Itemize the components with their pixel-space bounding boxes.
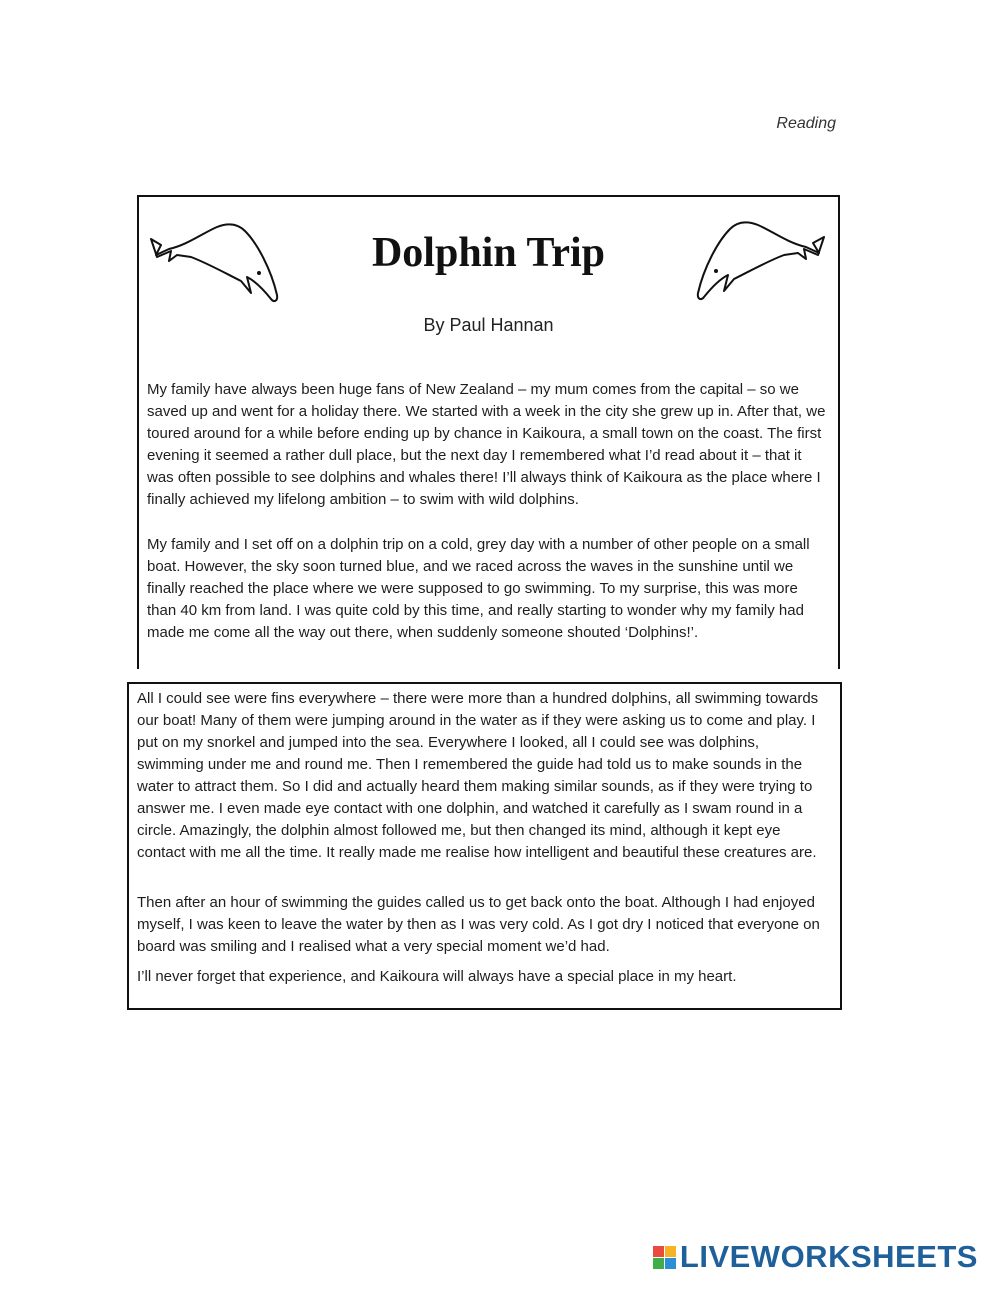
article-title: Dolphin Trip	[371, 230, 606, 276]
article-box-bottom	[127, 682, 842, 1010]
paragraph: My family have always been huge fans of New Zealand – my mum comes from the capital – so we saved up and went for a holiday there. We started with a week in the city she grew up in. After that, we toured around for a while before ending up by chance in Kaikoura, a small town on the coast. The first evening it seemed a rather dull place, but the next day I remembered what I’d read about it – that it was often possible to see dolphins and whales there! I’ll always think of Kaikoura as the place where I finally achieved my lifelong ambition – to swim with wild dolphins.	[147, 381, 826, 508]
logo-square	[653, 1258, 664, 1269]
paragraph: My family and I set off on a dolphin trip on a cold, grey day with a number of other people on a small boat. However, the sky soon turned blue, and we raced across the waves in the sunshine until we finally reached the place where we were supposed to go swimming. To my surprise, this was more than 40 km from land. I was quite cold by this time, and really starting to wonder why my family had made me come all the way out there, when suddenly someone shouted ‘Dolphins!’.	[147, 536, 810, 641]
article-box-top	[137, 195, 840, 669]
logo-square	[653, 1246, 664, 1257]
brand-name: LIVEWORKSHEETS	[679, 1239, 978, 1274]
paragraph: I’ll never forget that experience, and Kaikoura will always have a special place in my heart.	[137, 968, 737, 985]
article-author: By Paul Hannan	[423, 315, 554, 335]
paragraph: All I could see were fins everywhere – there were more than a hundred dolphins, all swimming towards our boat! Many of them were jumping around in the water as if they were asking us to come and play. I put on my snorkel and jumped into the sea. Everywhere I looked, all I could see was dolphins, swimming under me and round me. Then I remembered the guide had told us to make sounds in the water to attract them. So I did and actually heard them making similar sounds, as if they were trying to answer me. I even made eye contact with one dolphin, and watched it carefully as I swam round in a circle. Amazingly, the dolphin almost followed me, but then changed its mind, although it kept eye contact with me all the time. It really made me realise how intelligent and beautiful these creatures are.	[137, 690, 819, 861]
liveworksheets-logo-icon	[653, 1246, 676, 1269]
section-label: Reading	[776, 115, 836, 132]
brand-logo	[653, 1239, 978, 1275]
paragraph: Then after an hour of swimming the guides called us to get back onto the boat. Although I had enjoyed myself, I was keen to leave the water by then as I was very cold. As I got dry I noticed that everyone on board was smiling and I realised what a very special moment we’d had.	[137, 894, 820, 955]
logo-square	[665, 1258, 676, 1269]
logo-square	[665, 1246, 676, 1257]
